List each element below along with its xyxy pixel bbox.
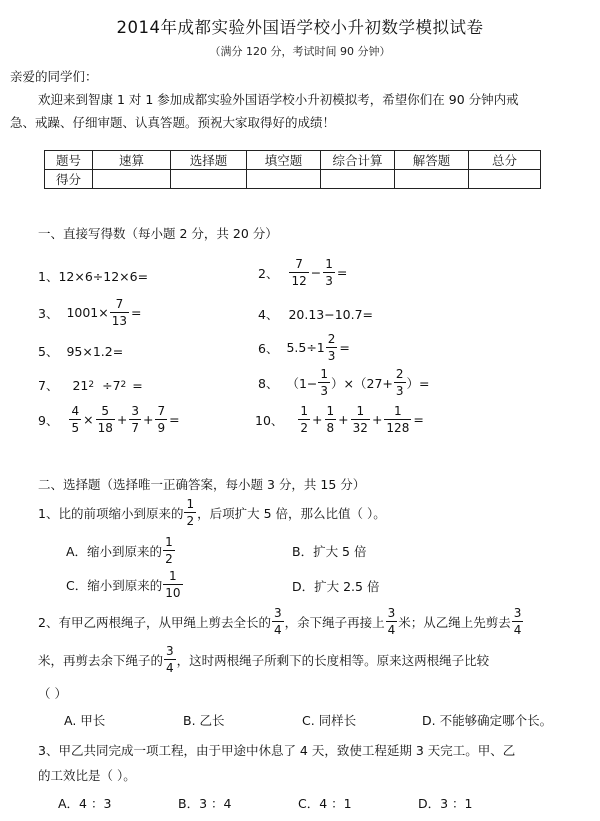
q2-2-option-d[interactable]: D. 不能够确定哪个长。	[422, 713, 553, 728]
q-expression: 5.5÷1	[286, 340, 325, 355]
fraction: $\frac{1}{10}$	[165, 569, 181, 600]
q-text: 米；从乙绳上先剪去	[398, 614, 511, 630]
q2-1	[38, 498, 386, 527]
fraction: $\frac{1}{8}$	[326, 404, 335, 435]
header-cell: 选择题	[171, 151, 247, 170]
header-cell: 解答题	[395, 151, 469, 170]
fraction: $\frac{3}{4}$	[387, 606, 396, 637]
score-cell[interactable]	[171, 170, 247, 189]
fraction: $\frac{7}{12}$	[291, 257, 307, 288]
fraction: $\frac{1}{3}$	[325, 257, 333, 288]
q1-1	[38, 267, 148, 285]
q2-3-line2: 的工效比是（ ）。	[38, 768, 136, 783]
exponent: 2	[88, 380, 95, 390]
operator: +	[371, 412, 383, 427]
fraction: $\frac{2}{3}$	[395, 367, 404, 398]
q-expression: ）=	[406, 375, 430, 391]
fraction: $\frac{4}{5}$	[71, 404, 80, 435]
score-table-score-row	[45, 170, 541, 189]
score-cell[interactable]	[93, 170, 171, 189]
q-number: 6、	[258, 340, 279, 356]
answer-blank[interactable]: （ ）	[38, 686, 67, 701]
fraction: $\frac{1}{32}$	[352, 404, 368, 435]
fraction: $\frac{7}{9}$	[157, 404, 166, 435]
exam-subtitle: （满分 120 分，考试时间 90 分钟）	[209, 45, 391, 58]
fraction: $\frac{1}{3}$	[320, 367, 329, 398]
equals: =	[413, 412, 424, 427]
q2-3-option-c[interactable]: C．4 ：1	[298, 796, 352, 811]
q-expression: 95×1.2=	[66, 343, 124, 359]
score-row-label: 得分	[45, 170, 93, 189]
q-text: 2、有甲乙两根绳子，从甲绳上剪去全长的	[38, 614, 271, 630]
fraction: $\frac{7}{13}$	[111, 297, 128, 328]
fraction: $\frac{3}{7}$	[131, 404, 139, 435]
operator: +	[116, 412, 128, 427]
header-cell: 题号	[45, 151, 93, 170]
q1-3	[38, 298, 143, 327]
q-expression: 20.13−10.7=	[288, 306, 374, 322]
q1-6	[258, 333, 351, 362]
intro-line-1: 欢迎来到智康 1 对 1 参加成都实验外国语学校小升初模拟考，希望你们在 90 分钟内戒	[38, 92, 519, 107]
q-base: 21	[72, 377, 89, 393]
q1-9	[38, 405, 181, 434]
operator: −	[310, 265, 322, 280]
q-expression: 1001×	[66, 305, 109, 320]
operator: +	[312, 412, 323, 427]
header-cell: 速算	[93, 151, 171, 170]
equals: =	[131, 305, 142, 320]
equals: =	[169, 412, 180, 427]
fraction: $\frac{1}{2}$	[300, 404, 309, 435]
exponent: 2	[120, 380, 127, 390]
section1-title: 一、直接写得数（每小题 2 分，共 20 分）	[38, 226, 278, 241]
q2-3-option-d[interactable]: D．3 ：1	[418, 796, 473, 811]
q-expression: （1−	[286, 375, 318, 391]
fraction: $\frac{1}{2}$	[165, 535, 173, 566]
q-text: ，余下绳子再接上	[284, 614, 385, 630]
exam-title: 2014年成都实验外国语学校小升初数学模拟试卷	[116, 18, 484, 37]
q-text: 1、比的前项缩小到原来的	[38, 505, 184, 521]
q-number: 8、	[258, 375, 279, 391]
header-cell: 总分	[469, 151, 541, 170]
fraction: $\frac{3}{4}$	[513, 606, 522, 637]
q-number: 3、	[38, 305, 59, 321]
q2-3-option-b[interactable]: B．3 ：4	[178, 796, 232, 811]
fraction: $\frac{1}{128}$	[386, 404, 410, 435]
q-text: ，这时两根绳子所剩下的长度相等。原来这两根绳子比较	[176, 652, 490, 668]
q1-8	[258, 368, 430, 397]
equals: =	[336, 265, 348, 280]
equals: =	[132, 377, 143, 393]
q1-10	[255, 405, 425, 434]
operator: +	[142, 412, 154, 427]
q-number: 2、	[258, 265, 279, 281]
q-number: 4、	[258, 307, 279, 322]
section2-title: 二、选择题（选择唯一正确答案，每小题 3 分，共 15 分）	[38, 477, 366, 492]
score-table	[44, 150, 541, 189]
score-cell[interactable]	[321, 170, 395, 189]
q2-1-option-b[interactable]: B．扩大 5 倍	[292, 544, 367, 559]
q2-2-line1	[38, 607, 524, 636]
equals: =	[339, 340, 350, 355]
q2-2-option-c[interactable]: C. 同样长	[302, 713, 357, 728]
fraction: $\frac{1}{2}$	[186, 497, 195, 528]
header-cell: 综合计算	[321, 151, 395, 170]
score-table-header-row	[45, 151, 541, 170]
q-number: 1、	[38, 269, 59, 284]
header-cell: 填空题	[247, 151, 321, 170]
fraction: $\frac{3}{4}$	[166, 644, 174, 675]
option-text: C．缩小到原来的	[66, 577, 163, 593]
q1-2	[258, 258, 348, 287]
q2-3-option-a[interactable]: A．4 ：3	[58, 796, 112, 811]
q2-2-line2	[38, 645, 489, 674]
q-number: 7、	[38, 378, 59, 393]
q1-4	[258, 305, 373, 323]
q1-5	[38, 342, 123, 360]
q-number: 5、	[38, 344, 59, 359]
q-text: ，后项扩大 5 倍，那么比值（ ）。	[197, 505, 386, 521]
q1-7	[38, 376, 144, 394]
q-expression: ÷7	[102, 377, 121, 393]
q2-1-option-c[interactable]	[66, 570, 184, 599]
option-text: A．缩小到原来的	[66, 543, 163, 559]
fraction: $\frac{3}{4}$	[273, 606, 282, 637]
q-expression: 12×6÷12×6=	[58, 268, 149, 284]
intro-line-2: 急、戒躁、仔细审题、认真答题。预祝大家取得好的成绩！	[10, 115, 336, 130]
score-cell[interactable]	[469, 170, 541, 189]
q2-1-option-d[interactable]: D．扩大 2.5 倍	[292, 579, 380, 594]
q2-2-option-a[interactable]: A. 甲长	[64, 713, 106, 728]
fraction: $\frac{2}{3}$	[327, 332, 336, 363]
q2-2-option-b[interactable]: B. 乙长	[183, 713, 225, 728]
q2-3-line1: 3、甲乙共同完成一项工程，由于甲途中休息了 4 天，致使工程延期 3 天完工。甲、乙	[38, 743, 516, 758]
q-number: 10、	[255, 412, 284, 428]
score-cell[interactable]	[247, 170, 321, 189]
greeting: 亲爱的同学们：	[10, 69, 98, 84]
operator: +	[338, 412, 349, 427]
q-number: 9、	[38, 412, 59, 428]
q-expression: ）×（27+	[331, 375, 393, 391]
fraction: $\frac{5}{18}$	[97, 404, 113, 435]
operator: ×	[83, 412, 94, 427]
score-cell[interactable]	[395, 170, 469, 189]
q-text: 米，再剪去余下绳子的	[38, 652, 164, 668]
q2-1-option-a[interactable]	[66, 536, 176, 565]
